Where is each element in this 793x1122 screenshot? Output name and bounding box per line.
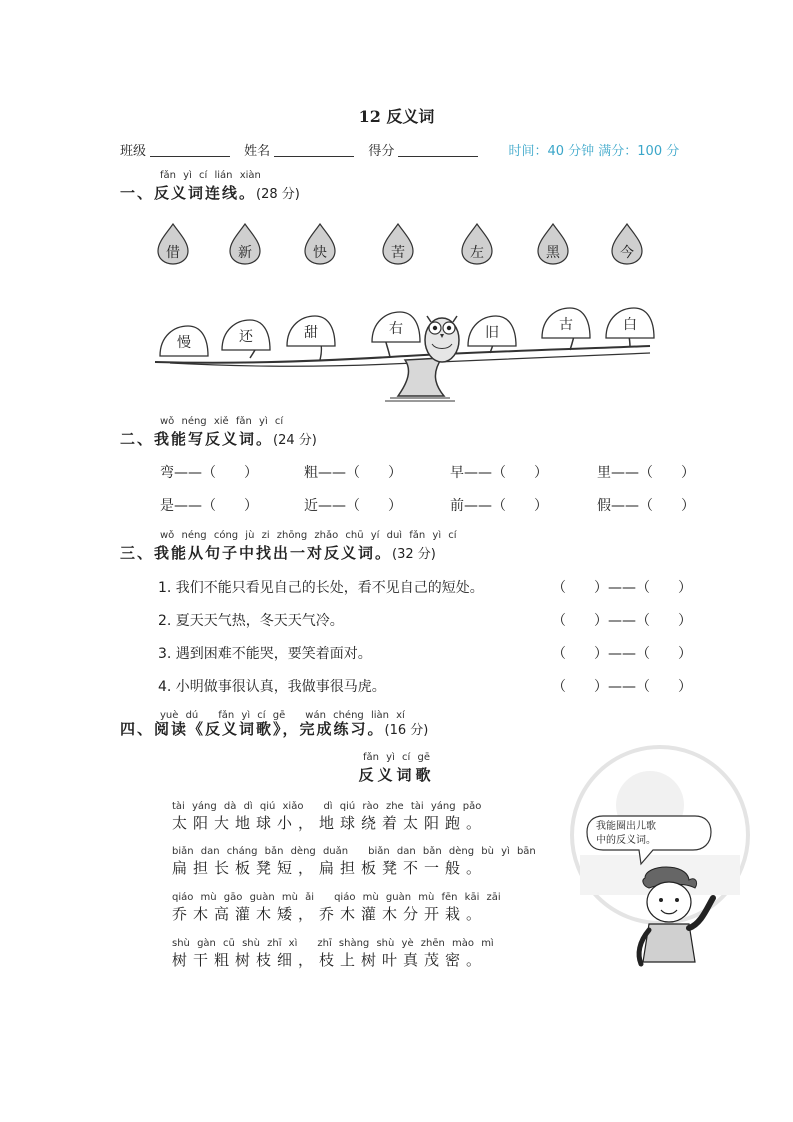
antonym-blank-6[interactable]: 近——（ ） <box>304 498 402 514</box>
section2-title: 二、我能写反义词。 <box>120 430 274 448</box>
drop-word-label: 左 <box>470 245 484 261</box>
section4-pinyin: yuè dú fǎn yì cí gē wán chéng liàn xí <box>160 710 405 721</box>
sentence-1: 1. 我们不能只看见自己的长处，看不见自己的短处。 <box>158 580 484 596</box>
drop-word-7[interactable] <box>610 222 644 266</box>
leaf-word-label: 右 <box>389 321 403 337</box>
poem-line-4: 树干粗树枝细，枝上树叶真茂密。 <box>172 951 488 969</box>
bubble-line-2: 中的反义词。 <box>596 835 656 846</box>
drop-word-2[interactable] <box>228 222 262 266</box>
poem-line-3: 乔木高灌木矮，乔木灌木分开栽。 <box>172 905 488 923</box>
leaf-word-label: 慢 <box>177 335 191 351</box>
section4-heading <box>120 718 428 739</box>
answer-blank-4[interactable]: （ ）——（ ） <box>552 679 692 695</box>
score-field[interactable] <box>398 144 478 157</box>
poem-line-1-pinyin: tài yáng dà dì qiú xiǎo dì qiú rào zhe tài yáng pǎo <box>172 801 482 812</box>
name-field[interactable] <box>274 144 354 157</box>
answer-blank-2[interactable]: （ ）——（ ） <box>552 613 692 629</box>
section4-score: (16 分) <box>384 723 429 738</box>
info-line <box>120 140 679 159</box>
class-field[interactable] <box>150 144 230 157</box>
leaf-word-3[interactable] <box>285 314 337 348</box>
boy-illustration <box>615 858 725 978</box>
drop-word-label: 借 <box>166 245 180 261</box>
leaf-word-5[interactable] <box>466 314 518 348</box>
leaf-word-label: 还 <box>239 329 253 345</box>
section1-score: (28 分) <box>256 187 300 202</box>
leaf-word-label: 旧 <box>485 325 499 341</box>
section3-score: (32 分) <box>392 547 436 562</box>
antonym-blank-7[interactable]: 前——（ ） <box>450 498 548 514</box>
antonym-blank-8[interactable]: 假——（ ） <box>597 498 695 514</box>
bubble-line-1: 我能圈出儿歌 <box>596 821 656 832</box>
poem-line-4-pinyin: shù gàn cū shù zhī xì zhī shàng shù yè zhēn mào mì <box>172 938 494 949</box>
drop-word-1[interactable] <box>156 222 190 266</box>
antonym-blank-1[interactable]: 弯——（ ） <box>160 465 258 481</box>
sentence-2: 2. 夏天天气热，冬天天气冷。 <box>158 613 344 629</box>
antonym-blank-2[interactable]: 粗——（ ） <box>304 465 402 481</box>
section2-score: (24 分) <box>273 433 317 448</box>
name-label: 姓名 <box>244 144 271 159</box>
leaf-word-label: 甜 <box>304 325 318 341</box>
poem-line-2-pinyin: biǎn dan cháng bǎn dèng duǎn biǎn dan bǎn dèng bù yì bān <box>172 846 536 857</box>
section3-title: 三、我能从句子中找出一对反义词。 <box>120 544 393 562</box>
class-label: 班级 <box>120 144 147 159</box>
poem-title: 反义词歌 <box>358 766 435 784</box>
poem-line-2: 扁担长板凳短，扁担板凳不一般。 <box>172 859 488 877</box>
speech-bubble-text <box>596 820 656 848</box>
antonym-blank-5[interactable]: 是——（ ） <box>160 498 258 514</box>
section2-heading <box>120 428 317 449</box>
leaf-word-7[interactable] <box>604 306 656 340</box>
drop-word-5[interactable] <box>460 222 494 266</box>
section3-heading <box>120 542 436 563</box>
antonym-blank-4[interactable]: 里——（ ） <box>597 465 695 481</box>
section1-pinyin: fǎn yì cí lián xiàn <box>160 170 261 181</box>
leaf-word-6[interactable] <box>540 306 592 340</box>
poem-title-pinyin: fǎn yì cí gē <box>363 752 430 763</box>
drop-word-4[interactable] <box>381 222 415 266</box>
poem-line-3-pinyin: qiáo mù gāo guàn mù ǎi qiáo mù guàn mù fēn kāi zāi <box>172 892 501 903</box>
antonym-blank-3[interactable]: 早——（ ） <box>450 465 548 481</box>
answer-blank-3[interactable]: （ ）——（ ） <box>552 646 692 662</box>
section1-heading <box>120 182 300 203</box>
sentence-3: 3. 遇到困难不能哭，要笑着面对。 <box>158 646 372 662</box>
leaf-word-2[interactable] <box>220 318 272 352</box>
leaf-word-4[interactable] <box>370 310 422 344</box>
section4-title: 四、阅读《反义词歌》，完成练习。 <box>120 720 385 738</box>
leaf-word-label: 白 <box>623 317 637 333</box>
page-title: 12 反义词 <box>358 107 435 126</box>
drop-word-label: 新 <box>238 245 252 261</box>
section2-pinyin: wǒ néng xiě fǎn yì cí <box>160 416 284 427</box>
drop-word-label: 苦 <box>391 245 405 261</box>
leaf-word-1[interactable] <box>158 324 210 358</box>
time-info: 时间：40 分钟 满分：100 分 <box>508 144 680 159</box>
sentence-4: 4. 小明做事很认真，我做事很马虎。 <box>158 679 386 695</box>
score-label: 得分 <box>368 144 395 159</box>
drop-word-label: 黑 <box>546 245 560 261</box>
drop-word-label: 今 <box>620 245 634 261</box>
drop-word-label: 快 <box>313 245 327 261</box>
section1-title: 一、反义词连线。 <box>120 184 257 202</box>
drop-word-6[interactable] <box>536 222 570 266</box>
leaf-word-label: 古 <box>559 317 573 333</box>
drop-word-3[interactable] <box>303 222 337 266</box>
poem-line-1: 太阳大地球小，地球绕着太阳跑。 <box>172 814 488 832</box>
answer-blank-1[interactable]: （ ）——（ ） <box>552 580 692 596</box>
section3-pinyin: wǒ néng cóng jù zi zhōng zhǎo chū yí duì fǎn yì cí <box>160 530 457 541</box>
